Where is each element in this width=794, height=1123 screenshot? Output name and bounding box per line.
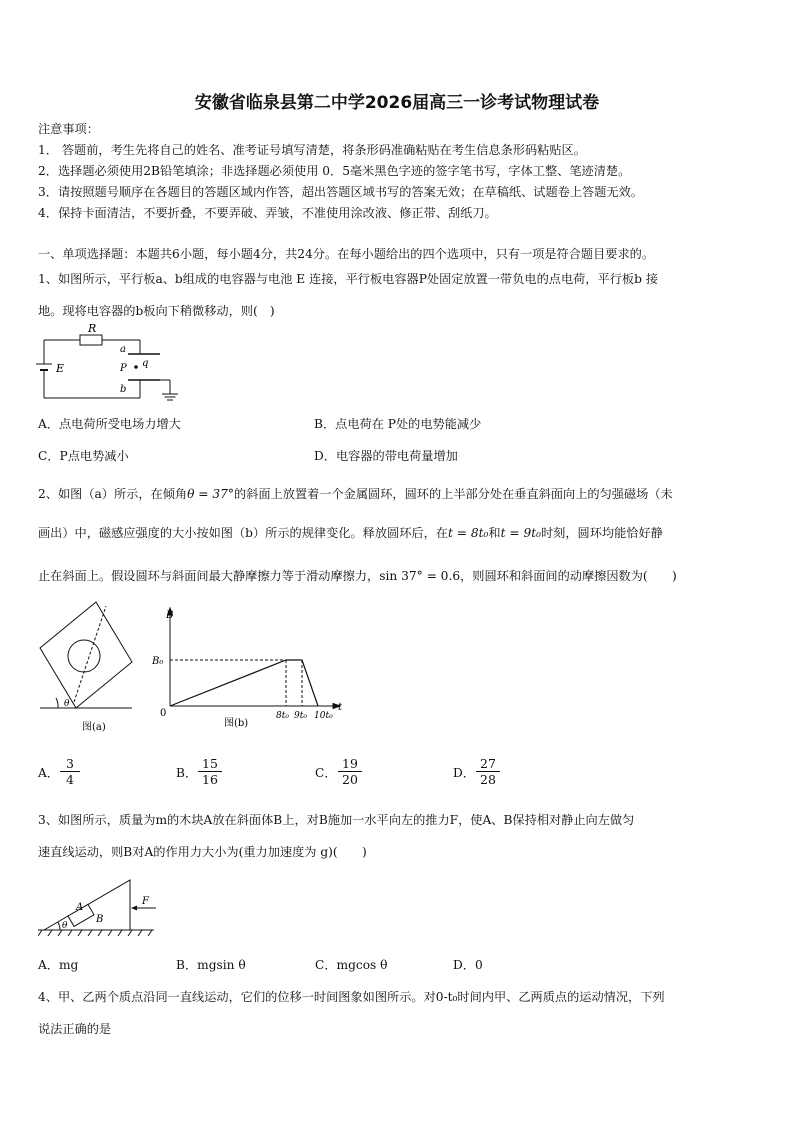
- q3-label-B: B: [96, 914, 104, 925]
- q3-option-b[interactable]: B．mgsin θ: [176, 958, 246, 972]
- q1-label-b: b: [120, 384, 127, 395]
- q1-stem-line1: 1、如图所示，平行板a、b组成的电容器与电池 E 连接，平行板电容器P处固定放置一带负电的点电荷，平行板b 接: [38, 272, 658, 286]
- q2-stem-line3: 止在斜面上。假设圆环与斜面间最大静摩擦力等于滑动摩擦力，sin 37° = 0.6，则圆环和斜面间的动摩擦因数为( ): [38, 569, 677, 583]
- notice-heading: 注意事项：: [38, 122, 99, 136]
- q1-option-c[interactable]: C．P点电势减小: [38, 449, 129, 463]
- q2-stem-line1: 2、如图（a）所示，在倾角θ = 37°的斜面上放置着一个金属圆环，圆环的上半部分处在垂直斜面向上的匀强磁场（未: [38, 487, 673, 501]
- q2-stem-line2: 画出）中，磁感应强度的大小按如图（b）所示的规律变化。释放圆环后，在t = 8t₀和t = 9t₀时刻，圆环均能恰好静: [38, 526, 663, 540]
- section-heading: 一、单项选择题：本题共6小题，每小题4分，共24分。在每小题给出的四个选项中，只有一项是符合题目要求的。: [38, 247, 655, 261]
- q2-figure-b: [148, 604, 348, 734]
- q1-option-a[interactable]: A．点电荷所受电场力增大: [38, 417, 181, 431]
- q2-fig-b-tick-10: 10t₀: [314, 711, 333, 721]
- q2-fig-b-tick-8: 8t₀: [276, 711, 289, 721]
- q3-option-d[interactable]: D．0: [453, 958, 483, 972]
- q1-label-R: R: [88, 322, 97, 335]
- q1-label-q: q: [142, 358, 149, 369]
- q2-fig-b-axis-B: B: [166, 610, 174, 621]
- q3-label-F: F: [142, 896, 149, 907]
- q2-fig-b-tick-9: 9t₀: [294, 711, 307, 721]
- q2-fig-b-axis-t: t: [338, 702, 343, 713]
- q2-option-d-label[interactable]: D．: [453, 766, 475, 780]
- q2-fig-a-theta: θ: [64, 699, 70, 709]
- notice-item-1: 1． 答题前，考生先将自己的姓名、准考证号填写清楚，将条形码准确粘贴在考生信息条形码粘贴区。: [38, 143, 586, 157]
- q3-option-c[interactable]: C．mgcos θ: [315, 958, 388, 972]
- q2-fig-b-caption: 图(b): [224, 718, 249, 729]
- q1-option-b[interactable]: B．点电荷在 P处的电势能减少: [314, 417, 482, 431]
- q2-option-b-fraction[interactable]: $\frac{15}{16}$: [198, 756, 222, 787]
- q2-fig-b-B0: B₀: [152, 656, 164, 667]
- q1-stem-line2: 地。现将电容器的b板向下稍微移动，则( ): [38, 304, 275, 318]
- q3-label-theta: θ: [62, 921, 68, 931]
- q1-label-a: a: [120, 344, 126, 355]
- q3-stem-line1: 3、如图所示，质量为m的木块A放在斜面体B上，对B施加一水平向左的推力F，使A、B保持相对静止向左做匀: [38, 813, 635, 827]
- q2-option-a-label[interactable]: A．: [38, 766, 59, 780]
- q4-stem-line2: 说法正确的是: [38, 1022, 112, 1036]
- q2-option-a-fraction[interactable]: $\frac{3}{4}$: [60, 756, 80, 787]
- q1-label-E: E: [56, 362, 65, 375]
- notice-item-3: 3．请按照题号顺序在各题目的答题区域内作答，超出答题区域书写的答案无效；在草稿纸、试题卷上答题无效。: [38, 185, 643, 199]
- q2-fig-a-caption: 图(a): [82, 722, 106, 733]
- q1-label-P: P: [120, 363, 127, 374]
- q2-option-d-fraction[interactable]: $\frac{27}{28}$: [476, 756, 500, 787]
- q2-figure-a: [36, 600, 136, 735]
- q2-option-c-fraction[interactable]: $\frac{19}{20}$: [338, 756, 362, 787]
- q3-label-A: A: [76, 902, 84, 913]
- q3-option-a[interactable]: A．mg: [38, 958, 79, 972]
- q3-stem-line2: 速直线运动，则B对A的作用力大小为(重力加速度为 g)( ): [38, 845, 367, 859]
- q1-circuit-diagram: [36, 322, 186, 410]
- notice-item-2: 2．选择题必须使用2B铅笔填涂；非选择题必须使用 0．5毫米黑色字迹的签字笔书写，字体工整、笔迹清楚。: [38, 164, 631, 178]
- q3-incline-diagram: [38, 874, 168, 944]
- q2-option-c-label[interactable]: C．: [315, 766, 337, 780]
- q2-option-b-label[interactable]: B．: [176, 766, 198, 780]
- q1-option-d[interactable]: D．电容器的带电荷量增加: [314, 449, 458, 463]
- notice-item-4: 4．保持卡面清洁，不要折叠，不要弄破、弄皱，不准使用涂改液、修正带、刮纸刀。: [38, 206, 497, 220]
- q4-stem-line1: 4、甲、乙两个质点沿同一直线运动，它们的位移一时间图象如图所示。对0-t₀时间内甲、乙两质点的运动情况，下列: [38, 990, 665, 1004]
- page-title: 安徽省临泉县第二中学2026届高三一诊考试物理试卷: [194, 93, 600, 113]
- q2-fig-b-origin: 0: [160, 708, 167, 719]
